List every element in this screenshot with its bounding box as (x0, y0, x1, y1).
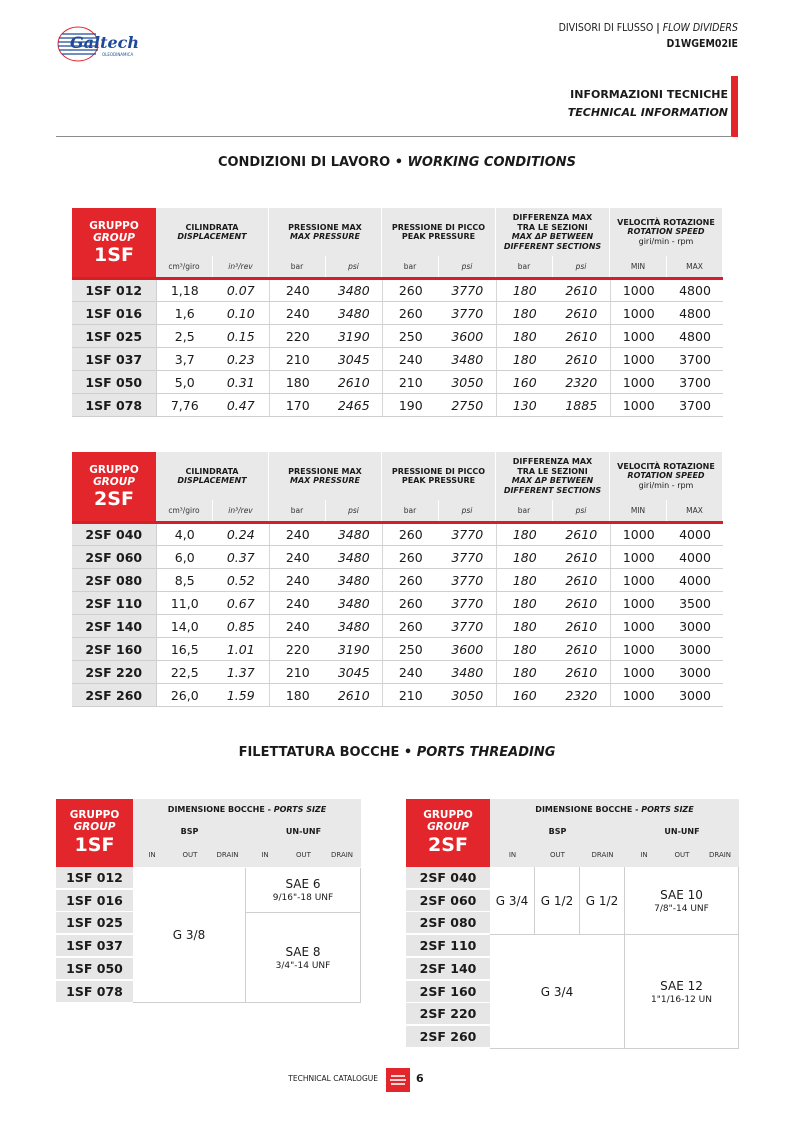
value-cell: 3600 (439, 638, 496, 661)
model-cell: 1SF 050 (72, 371, 156, 394)
value-cell: 260 (382, 279, 439, 302)
value-cell: 4,0 (156, 523, 213, 546)
col-in: IN (640, 851, 648, 859)
ports-table-2sf (406, 799, 739, 1049)
model-cell: 1SF 025 (72, 325, 156, 348)
value-cell: 3190 (326, 638, 382, 661)
value-cell: 0.37 (213, 546, 269, 569)
value-cell: 6,0 (156, 546, 213, 569)
value-cell: 3480 (326, 569, 382, 592)
col-in: IN (508, 851, 517, 859)
value-cell: 0.24 (213, 523, 269, 546)
model-cell: 2SF 080 (406, 912, 490, 934)
value-cell: 180 (496, 546, 553, 569)
value-cell: 1000 (610, 638, 667, 661)
unit-bar: bar (269, 500, 326, 521)
col-peak-pressure: PRESSIONE DI PICCO PEAK PRESSURE (382, 208, 496, 256)
value-cell: 2610 (326, 371, 382, 394)
value-cell: 0.10 (213, 302, 269, 325)
model-cell: 1SF 050 (56, 958, 133, 980)
doc-title-en: FLOW DIVIDERS (662, 22, 738, 34)
value-cell: 1000 (610, 569, 667, 592)
value-cell: 180 (496, 615, 553, 638)
value-cell: 2610 (553, 546, 610, 569)
ports-size-header: DIMENSIONE BOCCHE - PORTS SIZE (167, 805, 327, 814)
ports-table-1sf (56, 799, 361, 1003)
ports-title-it: FILETTATURA BOCCHE (238, 745, 400, 760)
value-cell: 1000 (610, 661, 667, 684)
model-cell: 2SF 060 (72, 546, 156, 569)
model-cell: 1SF 037 (72, 348, 156, 371)
model-cell: 1SF 012 (72, 279, 156, 302)
value-cell: 3190 (326, 325, 382, 348)
col-max-pressure: PRESSIONE MAX MAX PRESSURE (269, 452, 382, 500)
value-cell: 170 (269, 394, 326, 417)
model-cell: 2SF 040 (406, 867, 490, 889)
value-cell: 3480 (326, 279, 382, 302)
value-cell: 260 (382, 302, 439, 325)
col-max-diff: DIFFERENZA MAX TRA LE SEZIONI MAX ΔP BETWEEN DIFFERENT SECTIONS (496, 452, 610, 500)
model-cell: 1SF 025 (56, 912, 133, 934)
value-cell: 14,0 (156, 615, 213, 638)
value-cell: 0.67 (213, 592, 269, 615)
value-cell: 0.23 (213, 348, 269, 371)
value-cell: 3770 (439, 302, 496, 325)
group-code: 2SF (94, 488, 134, 510)
ports-threading-title: FILETTATURA BOCCHE • PORTS THREADING (238, 745, 556, 760)
value-cell: 0.85 (213, 615, 269, 638)
header-divider (56, 136, 732, 137)
working-title-en: WORKING CONDITIONS (407, 155, 577, 170)
value-cell: 3000 (667, 638, 723, 661)
value-cell: 2610 (553, 523, 610, 546)
model-cell: 2SF 080 (72, 569, 156, 592)
value-cell: 3480 (439, 348, 496, 371)
value-cell: 1000 (610, 592, 667, 615)
unit-psi: psi (439, 256, 496, 277)
value-cell: 1885 (553, 394, 610, 417)
table-row (72, 279, 723, 302)
col-drain: DRAIN (216, 851, 239, 859)
group-badge-2sf (72, 452, 156, 521)
model-cell: 1SF 016 (72, 302, 156, 325)
unit-psi: psi (553, 500, 610, 521)
model-cell: 2SF 110 (72, 592, 156, 615)
value-cell: 180 (496, 638, 553, 661)
bsp-value: G 3/8 (133, 868, 246, 1003)
value-cell: 210 (382, 371, 439, 394)
value-cell: 3045 (326, 348, 382, 371)
value-cell: 5,0 (156, 371, 213, 394)
value-cell: 1000 (610, 546, 667, 569)
unit-bar: bar (382, 500, 439, 521)
value-cell: 240 (269, 615, 326, 638)
value-cell: 240 (269, 592, 326, 615)
value-cell: 210 (382, 684, 439, 707)
model-cell: 1SF 037 (56, 935, 133, 957)
value-cell: 180 (496, 592, 553, 615)
value-cell: 3050 (439, 371, 496, 394)
section-title-en: TECHNICAL INFORMATION (567, 106, 728, 119)
table-row (72, 684, 723, 707)
value-cell: 2610 (553, 325, 610, 348)
col-drain: DRAIN (330, 851, 354, 859)
value-cell: 3770 (439, 569, 496, 592)
section-title (568, 86, 728, 122)
table-row (72, 615, 723, 638)
spec-header-2sf (72, 452, 723, 521)
unf-value-a: SAE 6 9/16"-18 UNF (246, 868, 361, 913)
value-cell: 3700 (667, 394, 723, 417)
value-cell: 1000 (610, 523, 667, 546)
value-cell: 0.47 (213, 394, 269, 417)
group-label-it: GRUPPO (89, 220, 139, 232)
value-cell: 260 (382, 615, 439, 638)
value-cell: 3480 (326, 523, 382, 546)
col-in: IN (261, 851, 269, 859)
value-cell: 1000 (610, 348, 667, 371)
section-title-it: INFORMAZIONI TECNICHE (570, 88, 728, 101)
value-cell: 26,0 (156, 684, 213, 707)
value-cell: 11,0 (156, 592, 213, 615)
col-out: OUT (550, 851, 565, 859)
value-cell: 240 (269, 569, 326, 592)
value-cell: 1000 (610, 684, 667, 707)
value-cell: 1000 (610, 302, 667, 325)
table-row (72, 569, 723, 592)
footer-label: TECHNICAL CATALOGUE (288, 1074, 378, 1083)
value-cell: 4000 (667, 569, 723, 592)
unf-value-b: SAE 12 1"1/16-12 UN (625, 935, 739, 1049)
group-badge-1sf (72, 208, 156, 277)
value-cell: 180 (496, 325, 553, 348)
unit-bar: bar (269, 256, 326, 277)
ports-size-header: DIMENSIONE BOCCHE - PORTS SIZE (535, 805, 694, 814)
unit-psi: psi (326, 256, 382, 277)
value-cell: 16,5 (156, 638, 213, 661)
value-cell: 3600 (439, 325, 496, 348)
unit-bar: bar (496, 256, 553, 277)
model-cell: 2SF 220 (72, 661, 156, 684)
value-cell: 180 (269, 684, 326, 707)
value-cell: 250 (382, 638, 439, 661)
value-cell: 3000 (667, 684, 723, 707)
doc-title-it: DIVISORI DI FLUSSO (558, 22, 654, 34)
working-conditions-title: CONDIZIONI DI LAVORO • WORKING CONDITIONS (217, 155, 577, 170)
value-cell: 260 (382, 523, 439, 546)
doc-code: D1WGEM02IE (666, 38, 738, 50)
value-cell: 22,5 (156, 661, 213, 684)
value-cell: 180 (496, 348, 553, 371)
unf-value-b: SAE 8 3/4"-14 UNF (246, 913, 361, 1003)
spec-header-1sf (72, 208, 723, 277)
group-badge-2sf: GRUPPO GROUP 2SF (406, 799, 490, 867)
value-cell: 180 (269, 371, 326, 394)
table-row (72, 592, 723, 615)
table-row (72, 546, 723, 569)
model-cell: 2SF 160 (406, 981, 490, 1003)
model-cell: 1SF 078 (72, 394, 156, 417)
col-out: OUT (674, 851, 690, 859)
unit-max: MAX (667, 500, 723, 521)
unf-value-a: SAE 10 7/8"-14 UNF (625, 867, 739, 935)
value-cell: 2610 (553, 279, 610, 302)
value-cell: 3700 (667, 371, 723, 394)
value-cell: 260 (382, 569, 439, 592)
col-rotation-speed: VELOCITÀ ROTAZIONE ROTATION SPEED giri/min - rpm (610, 452, 723, 500)
value-cell: 0.15 (213, 325, 269, 348)
model-cell: 2SF 220 (406, 1003, 490, 1025)
model-cell: 2SF 260 (406, 1026, 490, 1048)
table-row (72, 371, 723, 394)
value-cell: 180 (496, 302, 553, 325)
value-cell: 250 (382, 325, 439, 348)
value-cell: 1000 (610, 615, 667, 638)
value-cell: 0.31 (213, 371, 269, 394)
model-cell: 2SF 060 (406, 890, 490, 912)
value-cell: 3770 (439, 592, 496, 615)
unit-psi: psi (439, 500, 496, 521)
group-code: 1SF (94, 244, 134, 266)
footer-logo-icon (386, 1068, 410, 1092)
svg-text:Galtech: Galtech (70, 33, 140, 52)
col-displacement: CILINDRATA DISPLACEMENT (156, 208, 269, 256)
group-label-it: GRUPPO (89, 464, 139, 476)
model-cell: 2SF 110 (406, 935, 490, 957)
value-cell: 240 (269, 279, 326, 302)
value-cell: 1000 (610, 394, 667, 417)
unf-header: UN-UNF (664, 827, 700, 836)
value-cell: 0.52 (213, 569, 269, 592)
table-row (72, 523, 723, 546)
value-cell: 1.01 (213, 638, 269, 661)
table-row (72, 638, 723, 661)
col-max-pressure: PRESSIONE MAX MAX PRESSURE (269, 208, 382, 256)
value-cell: 180 (496, 661, 553, 684)
table-row (72, 302, 723, 325)
value-cell: 2610 (553, 592, 610, 615)
galtech-logo (56, 24, 142, 64)
value-cell: 220 (269, 325, 326, 348)
unit-bar: bar (382, 256, 439, 277)
value-cell: 3770 (439, 523, 496, 546)
col-out: OUT (182, 851, 198, 859)
page-number: 6 (416, 1072, 424, 1085)
value-cell: 210 (269, 661, 326, 684)
value-cell: 180 (496, 569, 553, 592)
unit-cm3: cm³/giro (156, 256, 213, 277)
value-cell: 3700 (667, 348, 723, 371)
value-cell: 2610 (553, 661, 610, 684)
ports-title-en: PORTS THREADING (416, 745, 556, 760)
value-cell: 3480 (439, 661, 496, 684)
value-cell: 130 (496, 394, 553, 417)
col-max-diff: DIFFERENZA MAX TRA LE SEZIONI MAX ΔP BETWEEN DIFFERENT SECTIONS (496, 208, 610, 256)
value-cell: 2610 (553, 302, 610, 325)
value-cell: 3000 (667, 661, 723, 684)
unit-psi: psi (553, 256, 610, 277)
value-cell: 220 (269, 638, 326, 661)
document-header: DIVISORI DI FLUSSO | FLOW DIVIDERS D1WGEM02IE (558, 22, 738, 50)
value-cell: 1,6 (156, 302, 213, 325)
value-cell: 160 (496, 371, 553, 394)
model-cell: 2SF 260 (72, 684, 156, 707)
group-label-en: GROUP (93, 232, 135, 244)
value-cell: 4800 (667, 279, 723, 302)
value-cell: 3770 (439, 546, 496, 569)
model-cell: 2SF 140 (72, 615, 156, 638)
unit-min: MIN (610, 500, 667, 521)
value-cell: 1,18 (156, 279, 213, 302)
value-cell: 1.59 (213, 684, 269, 707)
value-cell: 3480 (326, 592, 382, 615)
col-in: IN (148, 851, 156, 859)
value-cell: 4800 (667, 302, 723, 325)
col-drain: DRAIN (591, 851, 614, 859)
value-cell: 240 (382, 348, 439, 371)
table-row (72, 661, 723, 684)
unit-bar: bar (496, 500, 553, 521)
value-cell: 3000 (667, 615, 723, 638)
bsp-value: G 3/4 (490, 935, 625, 1049)
value-cell: 2610 (326, 684, 382, 707)
unit-min: MIN (610, 256, 667, 277)
unit-in3: in³/rev (213, 256, 269, 277)
working-title-it: CONDIZIONI DI LAVORO (217, 155, 391, 170)
value-cell: 0.07 (213, 279, 269, 302)
value-cell: 1.37 (213, 661, 269, 684)
value-cell: 3480 (326, 615, 382, 638)
svg-text:OLEODINAMICA: OLEODINAMICA (102, 52, 134, 57)
value-cell: 240 (269, 546, 326, 569)
unit-cm3: cm³/giro (156, 500, 213, 521)
unf-header: UN-UNF (285, 827, 322, 836)
col-rotation-speed: VELOCITÀ ROTAZIONE ROTATION SPEED giri/min - rpm (610, 208, 723, 256)
value-cell: 180 (496, 523, 553, 546)
group-badge-1sf: GRUPPO GROUP 1SF (56, 799, 133, 867)
value-cell: 190 (382, 394, 439, 417)
table-row (72, 394, 723, 417)
value-cell: 2750 (439, 394, 496, 417)
value-cell: 2610 (553, 569, 610, 592)
bsp-drain-value: G 1/2 (580, 867, 625, 935)
value-cell: 4000 (667, 523, 723, 546)
col-drain: DRAIN (708, 851, 732, 859)
value-cell: 2610 (553, 638, 610, 661)
value-cell: 240 (269, 302, 326, 325)
value-cell: 240 (269, 523, 326, 546)
value-cell: 2610 (553, 348, 610, 371)
value-cell: 2610 (553, 615, 610, 638)
value-cell: 260 (382, 592, 439, 615)
value-cell: 3,7 (156, 348, 213, 371)
bsp-header: BSP (548, 827, 567, 836)
col-out: OUT (296, 851, 311, 859)
value-cell: 8,5 (156, 569, 213, 592)
bsp-out-value: G 1/2 (535, 867, 580, 935)
value-cell: 2,5 (156, 325, 213, 348)
model-cell: 2SF 140 (406, 958, 490, 980)
model-cell: 1SF 016 (56, 890, 133, 912)
model-cell: 2SF 040 (72, 523, 156, 546)
value-cell: 4800 (667, 325, 723, 348)
value-cell: 7,76 (156, 394, 213, 417)
value-cell: 260 (382, 546, 439, 569)
section-accent-bar (731, 76, 738, 137)
bsp-in-value: G 3/4 (490, 867, 535, 935)
value-cell: 1000 (610, 279, 667, 302)
page-footer (0, 1068, 794, 1092)
value-cell: 3500 (667, 592, 723, 615)
value-cell: 4000 (667, 546, 723, 569)
bsp-header: BSP (180, 827, 199, 836)
model-cell: 1SF 012 (56, 867, 133, 889)
col-peak-pressure: PRESSIONE DI PICCO PEAK PRESSURE (382, 452, 496, 500)
value-cell: 3045 (326, 661, 382, 684)
value-cell: 160 (496, 684, 553, 707)
unit-max: MAX (667, 256, 723, 277)
value-cell: 3480 (326, 302, 382, 325)
value-cell: 2320 (553, 371, 610, 394)
table-row (72, 325, 723, 348)
value-cell: 3480 (326, 546, 382, 569)
group-label-en: GROUP (93, 476, 135, 488)
value-cell: 3770 (439, 615, 496, 638)
spec-table-2sf (72, 521, 723, 707)
value-cell: 180 (496, 279, 553, 302)
table-row (72, 348, 723, 371)
value-cell: 1000 (610, 325, 667, 348)
model-cell: 2SF 160 (72, 638, 156, 661)
value-cell: 3770 (439, 279, 496, 302)
value-cell: 210 (269, 348, 326, 371)
value-cell: 1000 (610, 371, 667, 394)
value-cell: 240 (382, 661, 439, 684)
value-cell: 3050 (439, 684, 496, 707)
value-cell: 2465 (326, 394, 382, 417)
col-displacement: CILINDRATA DISPLACEMENT (156, 452, 269, 500)
value-cell: 2320 (553, 684, 610, 707)
unit-in3: in³/rev (213, 500, 269, 521)
spec-table-1sf (72, 277, 723, 417)
model-cell: 1SF 078 (56, 981, 133, 1003)
unit-psi: psi (326, 500, 382, 521)
